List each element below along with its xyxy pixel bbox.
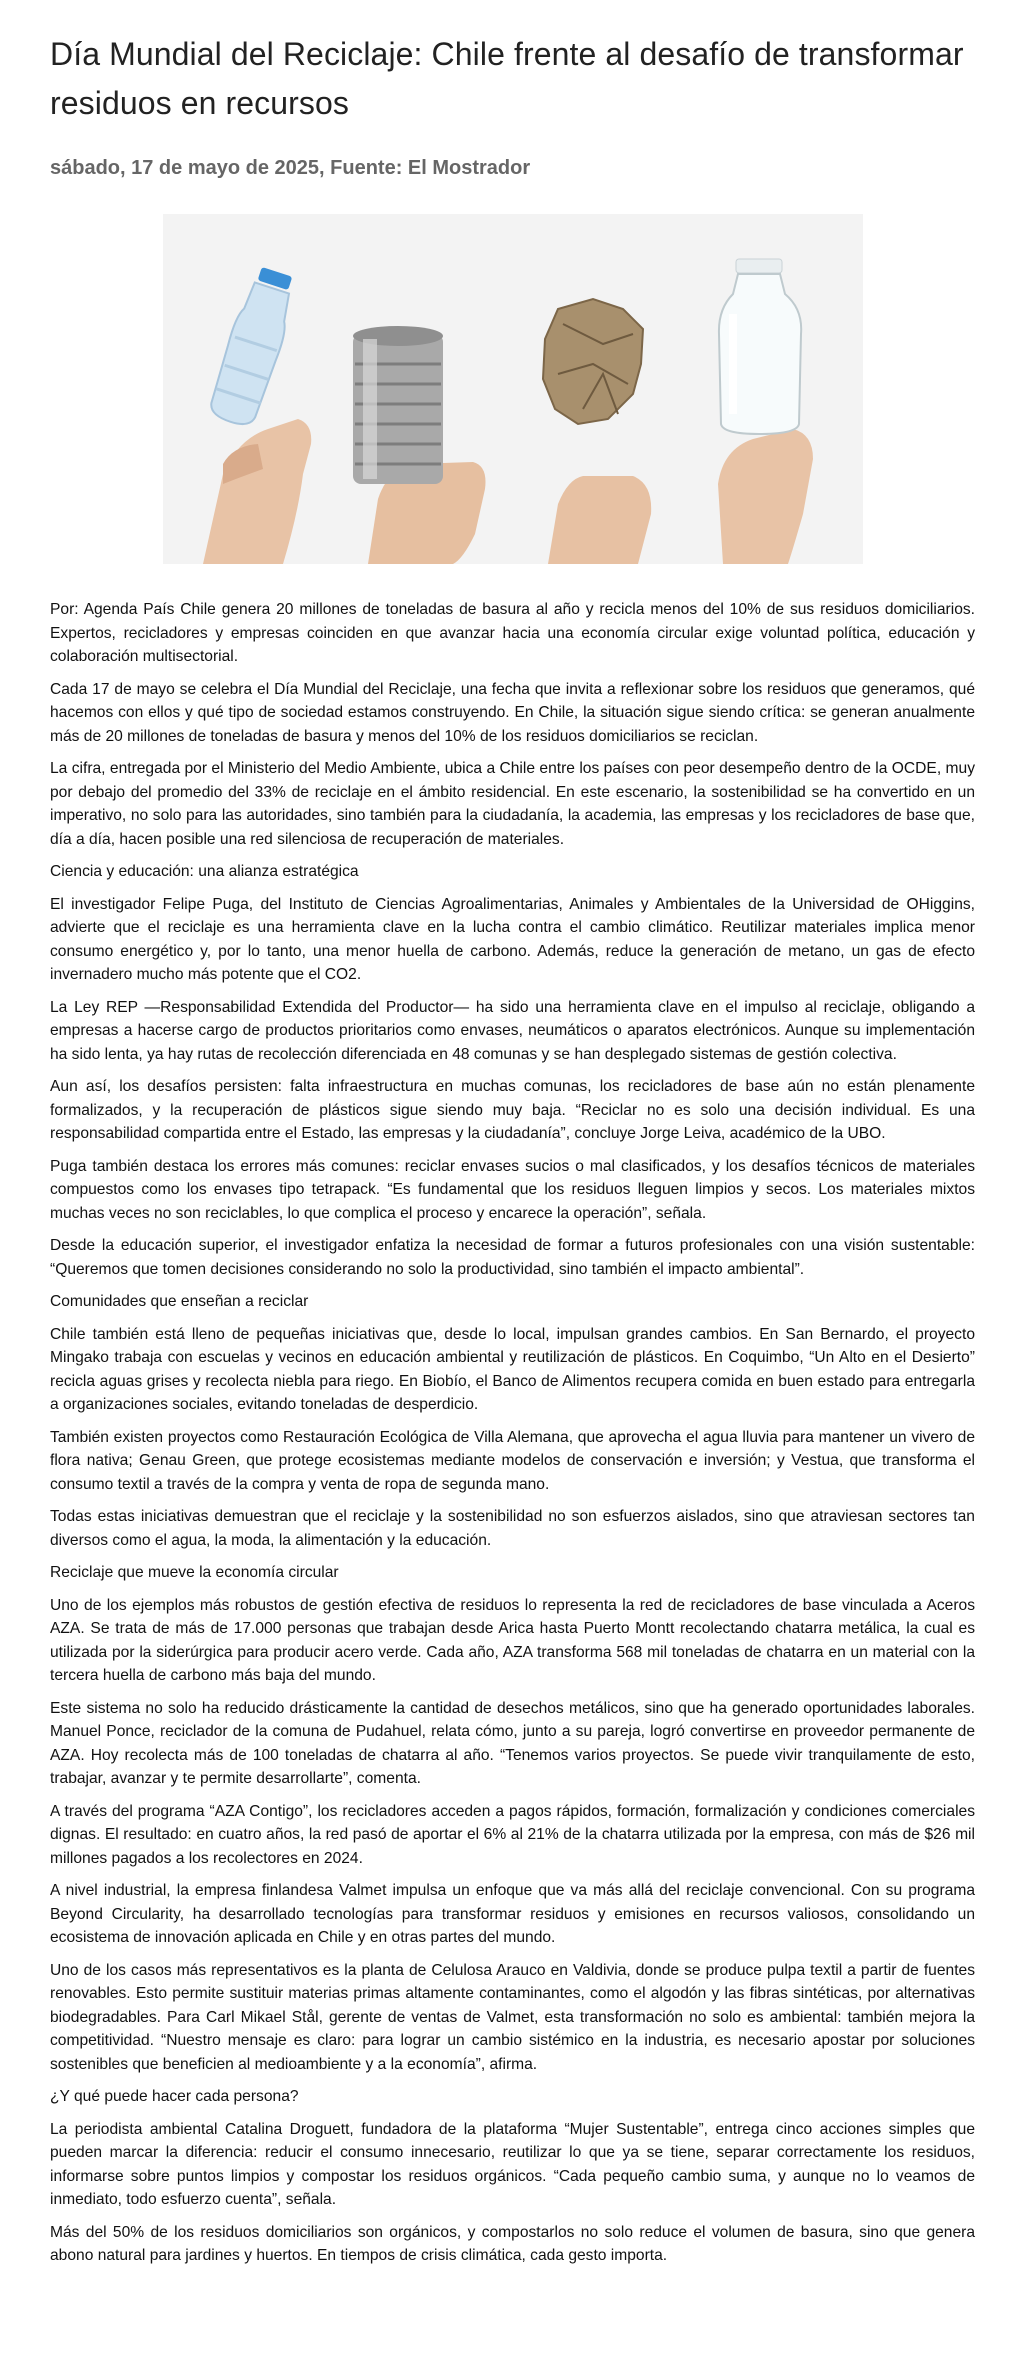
section-heading: ¿Y qué puede hacer cada persona? — [50, 2088, 299, 2105]
article-body — [50, 598, 975, 2268]
article-image — [163, 214, 863, 564]
article-paragraph: La periodista ambiental Catalina Droguett, fundadora de la plataforma “Mujer Sustentable”, entrega cinco acciones simples que pueden marcar la diferencia: reducir el consumo innecesario, reutilizar lo que ya se tiene, separar correctamente los residuos, informarse sobre puntos limpios y compostar los residuos orgánicos. “Cada pequeño cambio suma, y aunque no lo veamos de inmediato, todo esfuerzo cuenta”, señala. — [50, 2120, 975, 2208]
article-title: Día Mundial del Reciclaje: Chile frente al desafío de transformar residuos en recursos — [50, 36, 964, 121]
section-heading: Comunidades que enseñan a reciclar — [50, 1293, 309, 1310]
article-paragraph: Desde la educación superior, el investigador enfatiza la necesidad de formar a futuros profesionales con una visión sustentable: “Queremos que tomen decisiones considerando no solo la productividad, sino también el impacto ambiental”. — [50, 1237, 975, 1278]
article-paragraph: Cada 17 de mayo se celebra el Día Mundial del Reciclaje, una fecha que invita a reflexionar sobre los residuos que generamos, qué hacemos con ellos y qué tipo de sociedad estamos construyendo. En Chile, la situación sigue siendo crítica: se generan anualmente más de 20 millones de toneladas de basura y menos del 10% de los residuos domiciliarios se reciclan. — [50, 680, 975, 745]
article-meta: sábado, 17 de mayo de 2025, Fuente: El Mostrador — [50, 157, 531, 179]
article-paragraph: La cifra, entregada por el Ministerio del Medio Ambiente, ubica a Chile entre los países con peor desempeño dentro de la OCDE, muy por debajo del promedio del 33% de reciclaje en el ámbito residencial. En este escenario, la sostenibilidad se ha convertido en un imperativo, no solo para las autoridades, sino también para la ciudadanía, la academia, las empresas y los recicladores de base que, día a día, hacen posible una red silenciosa de recuperación de materiales. — [50, 760, 975, 848]
article-paragraph: A nivel industrial, la empresa finlandesa Valmet impulsa un enfoque que va más allá del reciclaje convencional. Con su programa Beyond Circularity, ha desarrollado tecnologías para transformar residuos y emisiones en recursos valiosos, consolidando un ecosistema de innovación aplicada en Chile y en otras partes del mundo. — [50, 1882, 975, 1946]
article-paragraph: A través del programa “AZA Contigo”, los recicladores acceden a pagos rápidos, formación, formalización y condiciones comerciales dignas. El resultado: en cuatro años, la red pasó de aportar el 6% al 21% de la chatarra utilizada por la empresa, con más de $26 mil millones pagados a los recolectores en 2024. — [50, 1802, 975, 1867]
article-paragraph: El investigador Felipe Puga, del Instituto de Ciencias Agroalimentarias, Animales y Ambientales de la Universidad de OHiggins, advierte que el reciclaje es una herramienta clave en la lucha contra el cambio climático. Reutilizar materiales implica menor consumo energético y, por lo tanto, una menor huella de carbono. Además, reduce la generación de metano, un gas de efecto invernadero mucho más potente que el CO2. — [50, 895, 975, 983]
article-paragraph: Aun así, los desafíos persisten: falta infraestructura en muchas comunas, los recicladores de base aún no están plenamente formalizados, y la recuperación de plásticos sigue siendo muy baja. “Reciclar no es solo una decisión individual. Es una responsabilidad compartida entre el Estado, las empresas y la ciudadanía”, concluye Jorge Leiva, académico de la UBO. — [50, 1078, 975, 1142]
article-paragraph: Uno de los ejemplos más robustos de gestión efectiva de residuos lo representa la red de recicladores de base vinculada a Aceros AZA. Se trata de más de 17.000 personas que trabajan desde Arica hasta Puerto Montt recolectando chatarra metálica, la cual es utilizada por la siderúrgica para producir acero verde. Cada año, AZA transforma 568 mil toneladas de chatarra en un material con la tercera huella de carbono más baja del mundo. — [50, 1596, 975, 1684]
section-heading: Ciencia y educación: una alianza estratégica — [50, 863, 359, 880]
article-paragraph: Chile también está lleno de pequeñas iniciativas que, desde lo local, impulsan grandes cambios. En San Bernardo, el proyecto Mingako trabaja con escuelas y vecinos en educación ambiental y reutilización de plásticos. En Coquimbo, “Un Alto en el Desierto” recicla aguas grises y recolecta niebla para riego. En Biobío, el Banco de Alimentos recupera comida en buen estado para entregarla a organizaciones sociales, evitando toneladas de desperdicio. — [50, 1325, 975, 1413]
article-paragraph: La Ley REP —Responsabilidad Extendida del Productor— ha sido una herramienta clave en el impulso al reciclaje, obligando a empresas a hacerse cargo de productos prioritarios como envases, neumáticos o aparatos electrónicos. Aunque su implementación ha sido lenta, ya hay rutas de recolección diferenciada en 48 comunas y se han desplegado sistemas de gestión colectiva. — [50, 998, 975, 1063]
article-paragraph: También existen proyectos como Restauración Ecológica de Villa Alemana, que aprovecha el agua lluvia para mantener un vivero de flora nativa; Genau Green, que protege ecosistemas mediante modelos de conservación e inversión; y Vestua, que transforma el consumo textil a través de la compra y venta de ropa de segunda mano. — [50, 1428, 975, 1493]
article-paragraph: Más del 50% de los residuos domiciliarios son orgánicos, y compostarlos no solo reduce el volumen de basura, sino que genera abono natural para jardines y huertos. En tiempos de crisis climática, cada gesto importa. — [50, 2223, 975, 2264]
article-paragraph: Este sistema no solo ha reducido drásticamente la cantidad de desechos metálicos, sino que ha generado oportunidades laborales. Manuel Ponce, reciclador de la comuna de Pudahuel, relata cómo, junto a su pareja, logró convertirse en proveedor permanente de AZA. Hoy recolecta más de 100 toneladas de chatarra al año. “Tenemos varios proyectos. Se puede vivir tranquilamente de esto, trabajar, avanzar y te permite desarrollarte”, comenta. — [50, 1699, 975, 1787]
article-paragraph: Todas estas iniciativas demuestran que el reciclaje y la sostenibilidad no son esfuerzos aislados, sino que atraviesan sectores tan diversos como el agua, la moda, la alimentación y la educación. — [50, 1508, 975, 1549]
section-heading: Reciclaje que mueve la economía circular — [50, 1564, 339, 1581]
article-paragraph: Uno de los casos más representativos es la planta de Celulosa Arauco en Valdivia, donde se produce pulpa textil a partir de fuentes renovables. Esto permite sustituir materias primas altamente contaminantes, como el algodón y las fibras sintéticas, por alternativas biodegradables. Para Carl Mikael Stål, gerente de ventas de Valmet, esta transformación no solo es ambiental: también mejora la competitividad. “Nuestro mensaje es claro: para lograr un cambio sistémico en la industria, es necesario apostar por soluciones sostenibles que beneficien al medioambiente y a la economía”, afirma. — [50, 1961, 975, 2073]
article-paragraph: Puga también destaca los errores más comunes: reciclar envases sucios o mal clasificados, y los desafíos técnicos de materiales compuestos como los envases tipo tetrapack. “Es fundamental que los residuos lleguen limpios y secos. Los materiales mixtos muchas veces no son reciclables, lo que complica el proceso y encarece la operación”, señala. — [50, 1157, 975, 1222]
article-paragraph: Por: Agenda País Chile genera 20 millones de toneladas de basura al año y recicla menos del 10% de sus residuos domiciliarios. Expertos, recicladores y empresas coinciden en que avanzar hacia una economía circular exige voluntad política, educación y colaboración multisectorial. — [50, 601, 975, 665]
